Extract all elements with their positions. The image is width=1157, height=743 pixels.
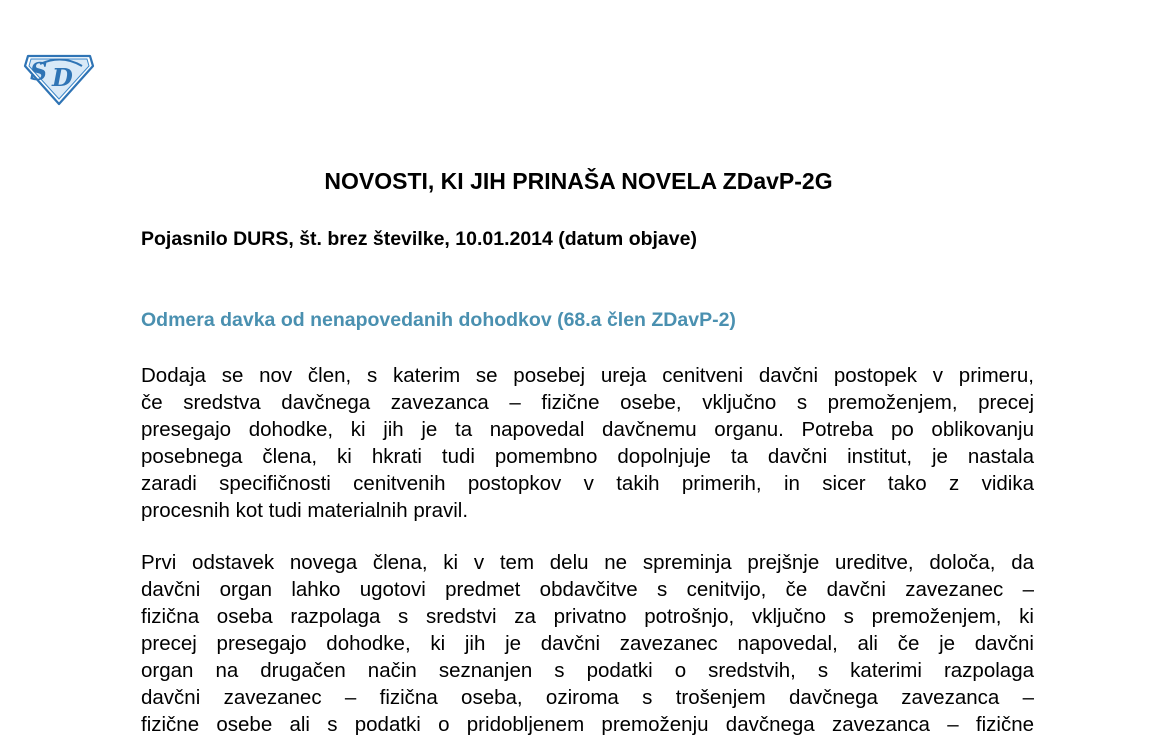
document-subtitle: Pojasnilo DURS, št. brez številke, 10.01.2014 (datum objave): [141, 228, 697, 250]
section-heading: Odmera davka od nenapovedanih dohodkov (68.a člen ZDavP-2): [141, 309, 736, 331]
paragraph-line: Dodaja se nov člen, s katerim se posebej ureja cenitveni davčni postopek v primeru,: [141, 364, 1034, 387]
paragraph-line: zaradi specifičnosti cenitvenih postopkov v takih primerih, in sicer tako z vidika: [141, 472, 1034, 495]
paragraph-line: fizične osebe ali s podatki o pridobljenem premoženju davčnega zavezanca – fizične: [141, 713, 1034, 736]
paragraph-line: precej presegajo dohodke, ki jih je davčni zavezanec napovedal, ali če je davčni: [141, 632, 1034, 655]
paragraph-line: davčni zavezanec – fizična oseba, oziroma s trošenjem davčnega zavezanca –: [141, 686, 1034, 709]
paragraph-line: davčni organ lahko ugotovi predmet obdavčitve s cenitvijo, če davčni zavezanec –: [141, 578, 1034, 601]
paragraph-line: če sredstva davčnega zavezanca – fizične osebe, vključno s premoženjem, precej: [141, 391, 1034, 414]
paragraph-line: Prvi odstavek novega člena, ki v tem delu ne spreminja prejšnje ureditve, določa, da: [141, 551, 1034, 574]
paragraph-2: [141, 549, 1034, 738]
paragraph-line: fizična oseba razpolaga s sredstvi za privatno potrošnjo, vključno s premoženjem, ki: [141, 605, 1034, 628]
sd-shield-logo-icon: [22, 50, 96, 106]
paragraph-line: posebnega člena, ki hkrati tudi pomembno dopolnjuje ta davčni institut, je nastala: [141, 445, 1034, 468]
paragraph-line: procesnih kot tudi materialnih pravil.: [141, 499, 469, 522]
paragraph-line: organ na drugačen način seznanjen s podatki o sredstvih, s katerimi razpolaga: [141, 659, 1034, 682]
paragraph-1: [141, 362, 1034, 524]
document-title: NOVOSTI, KI JIH PRINAŠA NOVELA ZDavP-2G: [324, 168, 833, 194]
svg-text:D: D: [52, 63, 73, 92]
paragraph-line: presegajo dohodke, ki jih je ta napovedal davčnemu organu. Potreba po oblikovanju: [141, 418, 1034, 441]
svg-text:S: S: [30, 57, 48, 86]
